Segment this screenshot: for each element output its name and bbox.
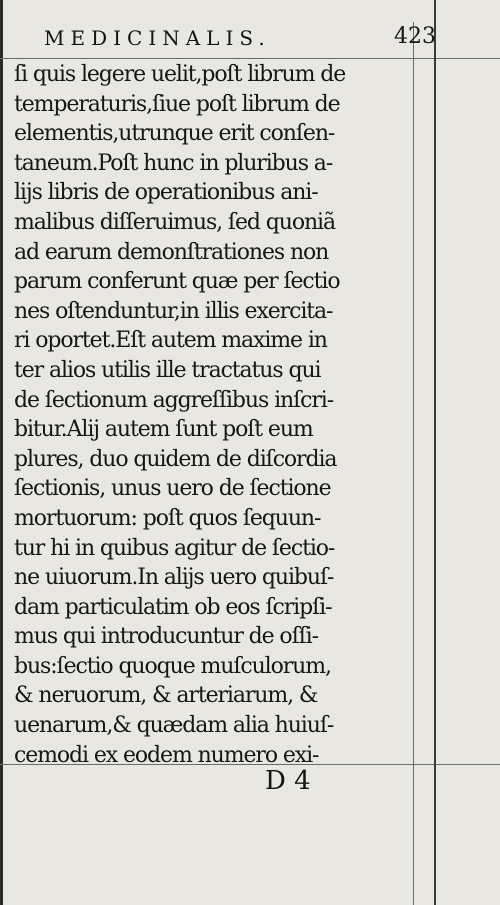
text-line: ſi quis legere uelit,poſt librum de — [14, 62, 346, 87]
text-line: parum conferunt quæ per ſectio — [14, 269, 340, 295]
text-line: tur hi in quibus agitur de ſectio- — [14, 535, 335, 561]
text-line: mus qui introducuntur de oſſi- — [14, 624, 318, 650]
text-line: lijs libris de operationibus ani- — [14, 180, 318, 206]
text-line: ad earum demonſtrationes non — [14, 239, 329, 265]
text-line: nes oſtenduntur,in illis exercita- — [14, 298, 333, 324]
header-rule — [0, 58, 500, 59]
running-head: MEDICINALIS. — [44, 26, 271, 50]
text-line: ſectionis, unus uero de ſectione — [14, 476, 331, 502]
text-line: temperaturis,ſiue poſt librum de — [14, 91, 340, 117]
page-edge — [0, 0, 3, 905]
outer-margin-rule — [434, 0, 436, 905]
text-line: cemodi ex eodem numero exi- — [14, 742, 319, 768]
page-number: 423 — [394, 24, 436, 49]
text-line: plures, duo quidem de diſcordia — [14, 446, 337, 472]
text-line: uenarum,& quædam alia huiuſ- — [14, 713, 334, 739]
text-line: dam particulatim ob eos ſcripſi- — [14, 594, 332, 620]
text-line: ter alios utilis ille tractatus qui — [14, 357, 321, 383]
text-line: de ſectionum aggreſſibus inſcri- — [14, 387, 334, 413]
body-text — [14, 60, 412, 770]
text-line: ri oportet.Eſt autem maxime in — [14, 328, 327, 354]
margin-rule — [413, 22, 414, 905]
text-line: bitur.Alij autem ſunt poſt eum — [14, 417, 313, 443]
text-line: elementis,utrunque erit conſen- — [14, 121, 335, 147]
text-line: ne uiuorum.In alijs uero quibuſ- — [14, 565, 334, 591]
text-line: taneum.Poſt hunc in pluribus a- — [14, 150, 333, 176]
signature-mark: D 4 — [265, 766, 311, 796]
text-line: mortuorum: poſt quos ſequun- — [14, 505, 321, 531]
text-line: bus:ſectio quoque muſculorum, — [14, 653, 331, 679]
text-line: malibus diſſeruimus, ſed quoniã — [14, 209, 335, 235]
text-line: & neruorum, & arteriarum, & — [14, 683, 318, 709]
